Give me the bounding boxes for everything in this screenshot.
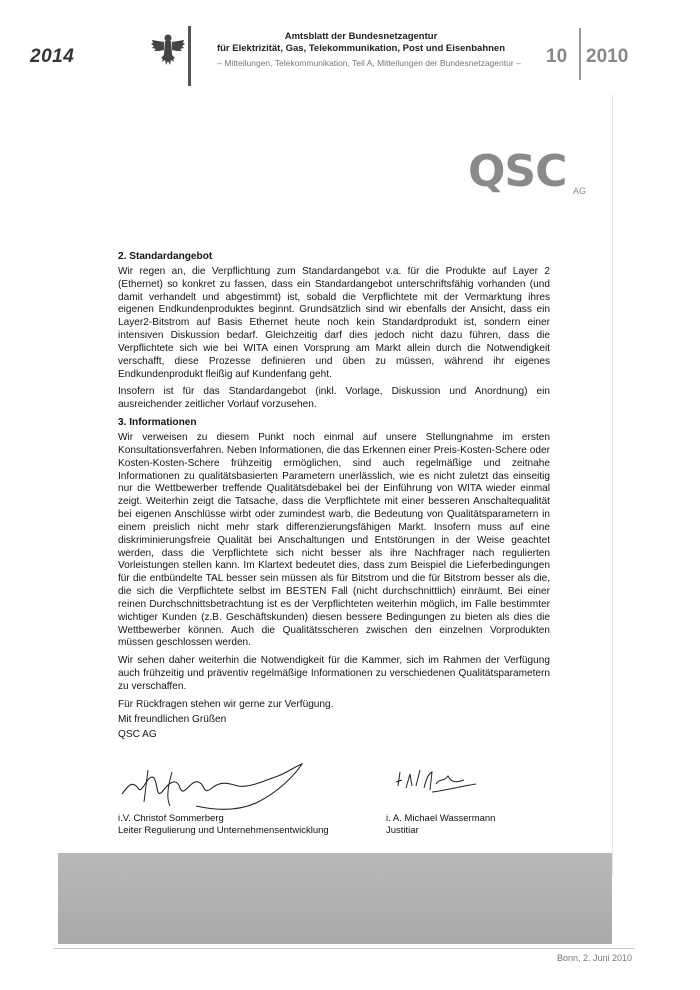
footer-date: Bonn, 2. Juni 2010 bbox=[556, 953, 632, 963]
signer-title: Justitiar bbox=[386, 825, 419, 836]
company-logo: QSC bbox=[468, 146, 567, 197]
header-divider bbox=[188, 26, 191, 86]
signature-wassermann-icon bbox=[392, 762, 482, 802]
header-year: 2014 bbox=[30, 46, 75, 67]
scan-edge bbox=[612, 95, 613, 875]
signer-name: i. A. Michael Wassermann bbox=[386, 813, 496, 824]
signature-block-right bbox=[386, 813, 495, 837]
publication-title-line1: Amtsblatt der Bundesnetzagentur bbox=[284, 31, 438, 42]
company-name: QSC AG bbox=[118, 728, 157, 740]
issue-year: 2010 bbox=[586, 46, 629, 67]
issue-divider bbox=[579, 28, 581, 80]
signer-name: i.V. Christof Sommerberg bbox=[118, 813, 224, 824]
signature-sommerberg-icon bbox=[118, 758, 318, 818]
greeting-line: Mit freundlichen Grüßen bbox=[118, 713, 227, 725]
publication-subtitle: – Mitteilungen, Telekommunikation, Teil A, Mitteilungen der Bundesnetzagentur – bbox=[217, 58, 521, 68]
paragraph: Insofern ist für das Standardangebot (inkl. Vorlage, Diskussion und Anordnung) ein ausreichender zeitlicher Vorlauf vorzusehen. bbox=[118, 386, 550, 411]
closing-line: Für Rückfragen stehen wir gerne zur Verfügung. bbox=[118, 698, 334, 710]
publication-title bbox=[196, 31, 526, 55]
paragraph: Wir verweisen zu diesem Punkt noch einmal auf unsere Stellungnahme im ersten Konsultationsverfahren. Neben Informationen, die das Erkennen einer Preis-Kosten-Schere oder Kosten-Kosten-Schere frühzeitig ermöglichen, sind auch regelmäßige und zeitnahe Informationen zu qualitätsbasierten Parametern unerlässlich, wie es nicht zuletzt das einseitig nur die Wettbewerber treffende Qualitätsdebakel bei der Einführung von WITA wieder einmal zeigt. Weiterhin zeigt die Tatsache, dass die Verpflichtete mit einer besseren Anschaltequalität bei eigenen Anschlüsse wirbt oder zumindest warb, die Bedeutung von Qualitätsparametern in einem preislich nicht mehr stark differenzierungsfähigen Markt. Insofern muss auf eine diskriminierungsfreie Qualität bei Anschaltungen und Entstörungen in der Weise geachtet werden, dass die Verpflichtete sich nicht besser als ihre Nachfrager nach regulierten Vorleistungen stellen kann. Im Klartext bedeutet dies, dass zum Beispiel die Lieferbedingungen für die entbündelte TAL besser sein müssen als für Bitstrom und die für Bitstrom besser als die, die sich die Verpflichtete selbst im BESTEN Fall (nicht durchschnittlich) einräumt. Bei einer reinen Durchschnittsbetrachtung ist es der Verpflichteten weiterhin möglich, im Falle bestimmter wichtiger Kunden (z.B. Geschäftskunden) diesen bessere Bedingungen zu bieten als dies die Wettbewerber können. Auch die Qualitätsscheren zwischen den einzelnen Vorprodukten müssen geschlossen werden. bbox=[118, 431, 550, 649]
scan-gray-band bbox=[58, 853, 612, 944]
publication-title-line2: für Elektrizität, Gas, Telekommunikation, Post und Eisenbahnen bbox=[216, 43, 506, 54]
footer-divider bbox=[54, 948, 634, 949]
paragraph: Wir sehen daher weiterhin die Notwendigkeit für die Kammer, sich im Rahmen der Verfügung auch frühzeitig und präventiv regelmäßige Informationen zu verschiedenen Qualitätsparametern zu verschaffen. bbox=[118, 655, 550, 692]
section-heading-informationen: 3. Informationen bbox=[118, 417, 197, 429]
signer-title: Leiter Regulierung und Unternehmensentwicklung bbox=[118, 825, 329, 836]
signature-block-left bbox=[118, 813, 329, 837]
section-heading-standardangebot: 2. Standardangebot bbox=[118, 251, 213, 262]
issue-number: 10 bbox=[546, 46, 568, 67]
company-logo-suffix: AG bbox=[573, 186, 587, 196]
federal-eagle-icon bbox=[150, 30, 186, 70]
letter-body bbox=[118, 251, 550, 743]
paragraph: Wir regen an, die Verpflichtung zum Standardangebot v.a. für die Produkte auf Layer 2 (Ethernet) so konkret zu fassen, dass ein Standardangebot unterschriftsfähig vorhanden (und damit verhandelt und abgestimmt) ist, sobald die Verpflichtete mit der Vermarktung ihres eigenen Endkundenproduktes beginnt. Grundsätzlich sind wir ebenfalls der Ansicht, dass ein Layer2-Bitstrom auf Basis Ethernet heute noch kein Standardprodukt ist, sondern einer intensiven Diskussion bedarf. Gleichzeitig darf dies jedoch nicht dazu führen, dass die Verpflichtete sich wie bei WITA einen Vorsprung am Markt allein durch die Notwendigkeit verschafft, diese Prozesse definieren und üben zu müssen, während ihr eigenes Endkundenprodukt fleißig auf Kundenfang geht. bbox=[118, 265, 550, 380]
